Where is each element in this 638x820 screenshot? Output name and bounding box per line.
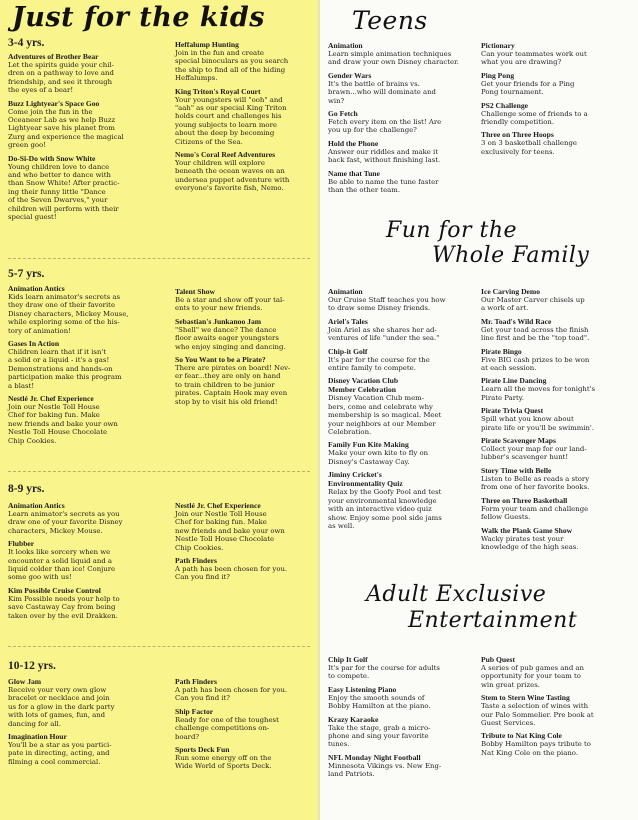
activity-item <box>175 556 318 582</box>
adult-heading-line2: Entertainment <box>408 608 578 633</box>
activity-item <box>481 655 635 689</box>
activity-item <box>481 376 635 402</box>
age-10-12-right-col <box>175 677 318 771</box>
activity-item <box>328 715 478 749</box>
activity-item <box>175 150 318 193</box>
activity-title: Path Finders <box>175 556 217 566</box>
activity-item <box>8 394 173 445</box>
activity-desc: Collect your map for our land- lubber's scavenger hunt! <box>481 445 587 462</box>
activity-title: Pictionary <box>481 41 515 50</box>
age-3-4-label: 3-4 yrs. <box>8 37 45 49</box>
activity-title: Walk the Plank Game Show <box>481 525 573 535</box>
age-3-4-left-col <box>8 52 173 222</box>
age-5-7-left-col <box>8 284 173 445</box>
activity-item <box>481 526 635 552</box>
activity-title: Three on Three Basketball <box>481 495 568 505</box>
activity-item <box>481 317 635 343</box>
activity-item <box>481 731 635 757</box>
kids-heading: Just for the kids <box>12 2 265 33</box>
family-heading-line2: Whole Family <box>432 243 590 268</box>
activity-item <box>328 317 478 343</box>
activity-desc: It looks like sorcery when we encounter a solid liquid and a liquid colder than ice! Conjure some goo with us! <box>8 548 116 582</box>
activity-title: Path Finders <box>175 677 217 686</box>
activity-desc: Be able to name the tune faster than the other team. <box>328 177 439 195</box>
activity-item <box>481 287 635 313</box>
activity-desc: Make your own kite to fly on Disney's Castaway Cay. <box>328 449 429 466</box>
activity-item <box>481 130 635 156</box>
activity-item <box>8 52 173 95</box>
activity-item <box>328 71 476 105</box>
activity-item <box>8 539 173 582</box>
activity-desc: A path has been chosen for you. Can you find it? <box>175 565 288 582</box>
activity-desc: Young children love to dance and who better to dance with than Snow White! After practic- ing their funny little "Dance of the Seven Dwarves," your children will perform with their special guest! <box>8 162 120 222</box>
activity-item <box>175 355 318 406</box>
activity-title: Imagination Hour <box>8 732 67 742</box>
activity-desc: Children learn that if it isn't a solid or a liquid - it's a gas! Demonstrations and hands-on participation make this program a blast! <box>8 348 122 390</box>
activity-item <box>8 501 173 535</box>
age-8-9-label: 8-9 yrs. <box>8 483 45 495</box>
activity-item <box>481 347 635 373</box>
activity-item <box>175 317 318 351</box>
activity-desc: Bobby Hamilton pays tribute to Nat King Cole on the piano. <box>481 740 591 757</box>
activity-title: Sebastian's Junkanoo Jam <box>175 316 262 326</box>
activity-desc: Ready for one of the toughest challenge competitions on- board? <box>175 715 279 741</box>
activity-item <box>328 753 478 779</box>
activity-item <box>328 347 478 373</box>
section-divider <box>8 646 310 647</box>
activity-item <box>175 287 318 313</box>
activity-desc: Fetch every item on the list! Are you up for the challenge? <box>328 118 442 135</box>
activity-desc: Kim Possible needs your help to save Castaway Cay from being taken over by the evil Drakken. <box>8 594 120 620</box>
activity-desc: "Shell" we dance? The dance floor awaits eager youngsters who enjoy singing and dancing. <box>175 325 286 351</box>
activity-title: Pirate Bingo <box>481 346 522 356</box>
activity-desc: It's par for the course for the entire family to compete. <box>328 355 430 373</box>
adult-left-col <box>328 655 478 779</box>
activity-title: Pub Quest <box>481 655 515 664</box>
age-3-4-right-col <box>175 40 318 193</box>
activity-title: Story Time with Belle <box>481 465 552 475</box>
activity-desc: Answer our riddles and make it back fast, without finishing last. <box>328 147 441 165</box>
activity-desc: Our Master Carver chisels up a work of art. <box>481 296 585 313</box>
activity-desc: Listen to Belle as reads a story from one of her favorite books. <box>481 474 590 492</box>
activity-title: Flubber <box>8 539 35 549</box>
activity-desc: Join in the fun and create special binoculars as you search the ship to find all of the hiding Heffalumps. <box>175 49 289 83</box>
activity-title: Kim Possible Cruise Control <box>8 585 101 595</box>
activity-title: Do-Si-Do with Snow White <box>8 153 96 163</box>
activity-item <box>8 732 173 766</box>
activity-desc: It's par for the course for adults to compete. <box>328 664 440 681</box>
activity-item <box>175 87 318 146</box>
activity-desc: Spill what you know about pirate life or you'll be swimmin'. <box>481 415 594 432</box>
activity-item <box>328 440 478 466</box>
age-5-7-label: 5-7 yrs. <box>8 268 45 280</box>
activity-desc: Learn all the moves for tonight's Pirate Party. <box>481 385 596 402</box>
activity-item <box>328 109 476 135</box>
activity-desc: A series of pub games and an opportunity for your team to win great prizes. <box>481 664 584 689</box>
activity-desc: Join our Nestle Toll House Chef for baking fun. Make new friends and bake your own Nestle Toll House Chocolate Chip Cookies. <box>8 403 118 445</box>
activity-desc: Take the stage, grab a micro- phone and sing your favorite tunes. <box>328 723 431 749</box>
activity-item <box>175 501 318 552</box>
activity-title: Hold the Phone <box>328 138 379 148</box>
activity-item <box>481 406 635 432</box>
activity-item <box>8 677 173 728</box>
activity-item <box>175 40 318 83</box>
age-8-9-left-col <box>8 501 173 620</box>
activity-desc: Come join the fun in the Oceaneer Lab as we help Buzz Lightyear save his planet from Zurg and experience the magical green goo! <box>8 107 124 150</box>
activity-title: PS2 Challenge <box>481 100 529 110</box>
activity-title: Animation <box>328 41 363 50</box>
activity-title: Gender Wars <box>328 70 372 80</box>
activity-title: Animation Antics <box>8 284 65 293</box>
activity-desc: Five BIG cash prizes to be won at each session. <box>481 355 590 373</box>
activity-desc: Disney Vacation Club mem- bers, come and celebrate why membership is so magical. Meet your neighbors at our Member Celebration. <box>328 394 442 437</box>
activity-title: Animation <box>328 287 363 296</box>
activity-item <box>8 586 173 620</box>
activity-desc: Get your toad across the finish line first and be the "top toad". <box>481 325 590 343</box>
activity-title: Nestlé Jr. Chef Experience <box>8 394 94 404</box>
activity-title: Nestlé Jr. Chef Experience <box>175 501 261 510</box>
activity-item <box>481 41 635 67</box>
activity-desc: Your children will explore beneath the ocean waves on an undersea puppet adventure with everyone's favorite fish, Nemo. <box>175 159 290 193</box>
teens-left-col <box>328 41 476 194</box>
activity-item <box>175 745 318 771</box>
activity-item <box>481 436 635 462</box>
activity-item <box>481 693 635 727</box>
teens-heading: Teens <box>352 6 428 35</box>
activity-item <box>8 339 173 390</box>
activity-title: Pirate Trivia Quest <box>481 406 544 416</box>
activity-item <box>328 685 478 711</box>
activity-title: Sports Deck Fun <box>175 745 230 755</box>
activity-item <box>328 287 478 313</box>
activity-item <box>328 169 476 195</box>
activity-title: Talent Show <box>175 287 216 296</box>
activity-item <box>328 470 478 530</box>
activity-title: Gases In Action <box>8 339 60 349</box>
activity-title: Jiminy Cricket's Environmentality Quiz <box>328 470 403 489</box>
teens-right-col <box>481 41 635 156</box>
family-heading-line1: Fun for the <box>386 218 518 243</box>
activity-desc: Your youngsters will "ooh" and "aah" as our special King Triton holds court and challenges his young subjects to learn more about the deep by becoming Citizens of the Sea. <box>175 95 287 146</box>
activity-desc: Minnesota Vikings vs. New Eng- land Patriots. <box>328 761 442 779</box>
activity-title: Chip It Golf <box>328 655 368 664</box>
activity-desc: Join our Nestle Toll House Chef for baking fun. Make new friends and bake your own Nestle Toll House Chocolate Chip Cookies. <box>175 510 285 552</box>
activity-title: Heffalump Hunting <box>175 40 239 49</box>
activity-item <box>328 655 478 681</box>
activity-title: Easy Listening Piano <box>328 684 397 694</box>
activity-desc: Join Ariel as she shares her ad- ventures of life "under the sea." <box>328 325 440 343</box>
activity-item <box>175 677 318 703</box>
activity-title: Mr. Toad's Wild Race <box>481 316 552 326</box>
activity-desc: Wacky pirates test your knowledge of the high seas. <box>481 534 579 551</box>
activity-title: King Triton's Royal Court <box>175 86 261 96</box>
activity-title: Ariel's Tales <box>328 316 368 326</box>
family-right-col <box>481 287 635 551</box>
activity-item <box>8 154 173 222</box>
activity-desc: Run some energy off on the Wide World of Sports Deck. <box>175 754 272 771</box>
age-5-7-right-col <box>175 287 318 406</box>
activity-title: Name that Tune <box>328 168 380 178</box>
activity-desc: Enjoy the smooth sounds of Bobby Hamilton at the piano. <box>328 693 431 711</box>
activity-item <box>175 707 318 741</box>
activity-desc: 3 on 3 basketball challenge exclusively for teens. <box>481 139 577 156</box>
activity-title: Go Fetch <box>328 109 358 119</box>
family-left-col <box>328 287 478 530</box>
activity-desc: Relax by the Goofy Pool and test your environmental knowledge with an interactive video quiz show. Enjoy some pool side jams as well. <box>328 488 442 530</box>
activity-item <box>8 284 173 335</box>
activity-desc: Get your friends for a Ping Pong tournament. <box>481 79 575 97</box>
activity-title: Animation Antics <box>8 501 65 510</box>
activity-title: Ping Pong <box>481 70 515 80</box>
activity-desc: It's the battle of brains vs. brawn...who will dominate and win? <box>328 79 436 105</box>
adult-right-col <box>481 655 635 757</box>
activity-title: Family Fun Kite Making <box>328 440 409 450</box>
activity-title: Three on Three Hoops <box>481 130 554 140</box>
activity-title: Nemo's Coral Reef Adventures <box>175 150 276 160</box>
activity-desc: Receive your very own glow bracelet or necklace and join us for a glow in the dark party with lots of games, fun, and dancing for all. <box>8 686 115 728</box>
activity-title: Adventures of Brother Bear <box>8 52 99 61</box>
activity-title: Ice Carving Demo <box>481 287 541 296</box>
activity-desc: You'll be a star as you partici- pate in directing, acting, and filming a cool commercial. <box>8 741 112 766</box>
age-8-9-right-col <box>175 501 318 582</box>
activity-item <box>328 376 478 436</box>
activity-title: NFL Monday Night Football <box>328 752 421 762</box>
activity-title: Ship Factor <box>175 706 214 716</box>
activity-item <box>328 41 476 67</box>
activity-desc: Be a star and show off your tal- ents to your new friends. <box>175 296 285 313</box>
activity-item <box>481 496 635 522</box>
activity-title: Buzz Lightyear's Space Goo <box>8 98 100 108</box>
activity-desc: Learn simple animation techniques and draw your own Disney character. <box>328 50 459 67</box>
activity-desc: Learn animator's secrets as you draw one of your favorite Disney characters, Mickey Mouse. <box>8 510 123 535</box>
activity-title: Disney Vacation Club Member Celebration <box>328 376 399 395</box>
activity-desc: Taste a selection of wines with our Palo Sommelier. Pre book at Guest Services. <box>481 702 594 728</box>
activity-desc: Kids learn animator's secrets as they draw one of their favorite Disney characters, Mickey Mouse, while exploring some of the his- tory of animation! <box>8 293 129 335</box>
activity-title: So You Want to be a Pirate? <box>175 355 266 365</box>
panel-fold <box>318 0 320 820</box>
activity-title: Tribute to Nat King Cole <box>481 731 562 741</box>
activity-desc: Let the spirits guide your chil- dren on a pathway to love and friendship, and see it through the eyes of a bear! <box>8 61 114 95</box>
age-10-12-label: 10-12 yrs. <box>8 660 56 672</box>
activity-item <box>481 101 635 127</box>
adult-heading-line1: Adult Exclusive <box>366 582 547 607</box>
section-divider <box>8 258 310 259</box>
activity-title: Krazy Karaoke <box>328 714 379 724</box>
activity-desc: There are pirates on board! Nev- er fear...they are only on hand to train children to be junior pirates. Captain Hook may even stop by to visit his old friend! <box>175 364 291 406</box>
activity-item <box>481 466 635 492</box>
activity-desc: A path has been chosen for you. Can you find it? <box>175 686 288 703</box>
activity-desc: Can your teammates work out what you are drawing? <box>481 50 587 67</box>
activity-title: Pirate Line Dancing <box>481 376 547 386</box>
activity-title: Pirate Scavenger Maps <box>481 436 556 446</box>
activity-desc: Our Cruise Staff teaches you how to draw some Disney friends. <box>328 296 446 313</box>
section-divider <box>8 471 310 472</box>
activity-desc: Challenge some of friends to a friendly competition. <box>481 109 588 127</box>
activity-title: Glow Jam <box>8 677 42 686</box>
activity-desc: Form your team and challenge fellow Guests. <box>481 504 589 522</box>
activity-item <box>328 139 476 165</box>
activity-item <box>8 99 173 150</box>
age-10-12-left-col <box>8 677 173 766</box>
activity-title: Chip-it Golf <box>328 346 368 356</box>
activity-title: Stem to Stern Wine Tasting <box>481 693 570 703</box>
activity-item <box>481 71 635 97</box>
